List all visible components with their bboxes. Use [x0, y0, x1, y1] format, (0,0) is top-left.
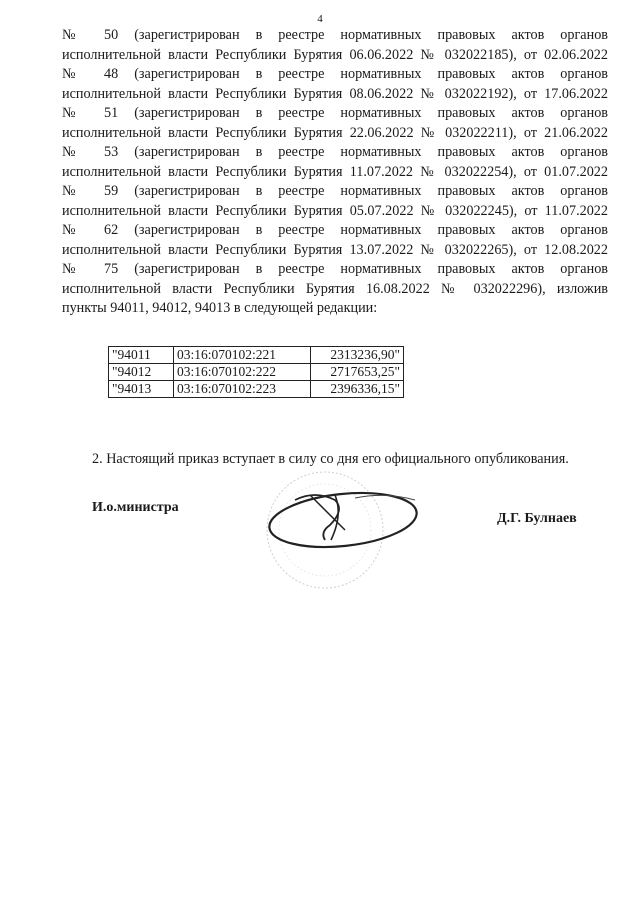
table-row [109, 381, 404, 398]
paragraph-line: исполнительной власти Республики Бурятия 11.07.2022 № 032022254), от 01.07.2022 [62, 163, 608, 180]
signer-name: Д.Г. Булнаев [497, 511, 577, 526]
table-cell-item: "94013 [109, 381, 174, 398]
paragraph-line: № 62 (зарегистрирован в реестре нормативных правовых актов органов [62, 222, 608, 238]
paragraph-line: № 53 (зарегистрирован в реестре нормативных правовых актов органов [62, 144, 608, 160]
table-cell-value: 2717653,25" [311, 364, 404, 381]
table-row [109, 364, 404, 381]
table-cell-item: "94012 [109, 364, 174, 381]
paragraph-line: исполнительной власти Республики Бурятия 13.07.2022 № 032022265), от 12.08.2022 [62, 241, 608, 258]
signer-title: И.о.министра [92, 500, 179, 515]
table-cell-cadastral: 03:16:070102:221 [174, 347, 311, 364]
paragraph-line: № 75 (зарегистрирован в реестре нормативных правовых актов органов [62, 261, 608, 277]
paragraph-line: № 50 (зарегистрирован в реестре нормативных правовых актов органов [62, 27, 608, 43]
table-cell-value: 2313236,90" [311, 347, 404, 364]
paragraph-line: № 59 (зарегистрирован в реестре нормативных правовых актов органов [62, 183, 608, 199]
page-number: 4 [317, 13, 323, 25]
paragraph-line: исполнительной власти Республики Бурятия 06.06.2022 № 032022185), от 02.06.2022 [62, 46, 608, 63]
paragraph-line: № 48 (зарегистрирован в реестре нормативных правовых актов органов [62, 66, 608, 82]
table-cell-cadastral: 03:16:070102:222 [174, 364, 311, 381]
paragraph-line: исполнительной власти Республики Бурятия 08.06.2022 № 032022192), от 17.06.2022 [62, 85, 608, 102]
paragraph-line: исполнительной власти Республики Бурятия 16.08.2022 № 032022296), изложив [62, 280, 608, 297]
table-cell-value: 2396336,15" [311, 381, 404, 398]
table-cell-item: "94011 [109, 347, 174, 364]
paragraph-line: исполнительной власти Республики Бурятия 05.07.2022 № 032022245), от 11.07.2022 [62, 202, 608, 219]
table-row [109, 347, 404, 364]
signature-seal-icon [235, 470, 435, 610]
paragraph-line: пункты 94011, 94012, 94013 в следующей редакции: [62, 300, 378, 316]
amendment-table [108, 346, 404, 398]
paragraph-line: исполнительной власти Республики Бурятия 22.06.2022 № 032022211), от 21.06.2022 [62, 124, 608, 141]
table-cell-cadastral: 03:16:070102:223 [174, 381, 311, 398]
clause-2: 2. Настоящий приказ вступает в силу со дня его официального опубликования. [92, 451, 569, 467]
paragraph-line: № 51 (зарегистрирован в реестре нормативных правовых актов органов [62, 105, 608, 121]
amendment-paragraph [62, 26, 608, 319]
